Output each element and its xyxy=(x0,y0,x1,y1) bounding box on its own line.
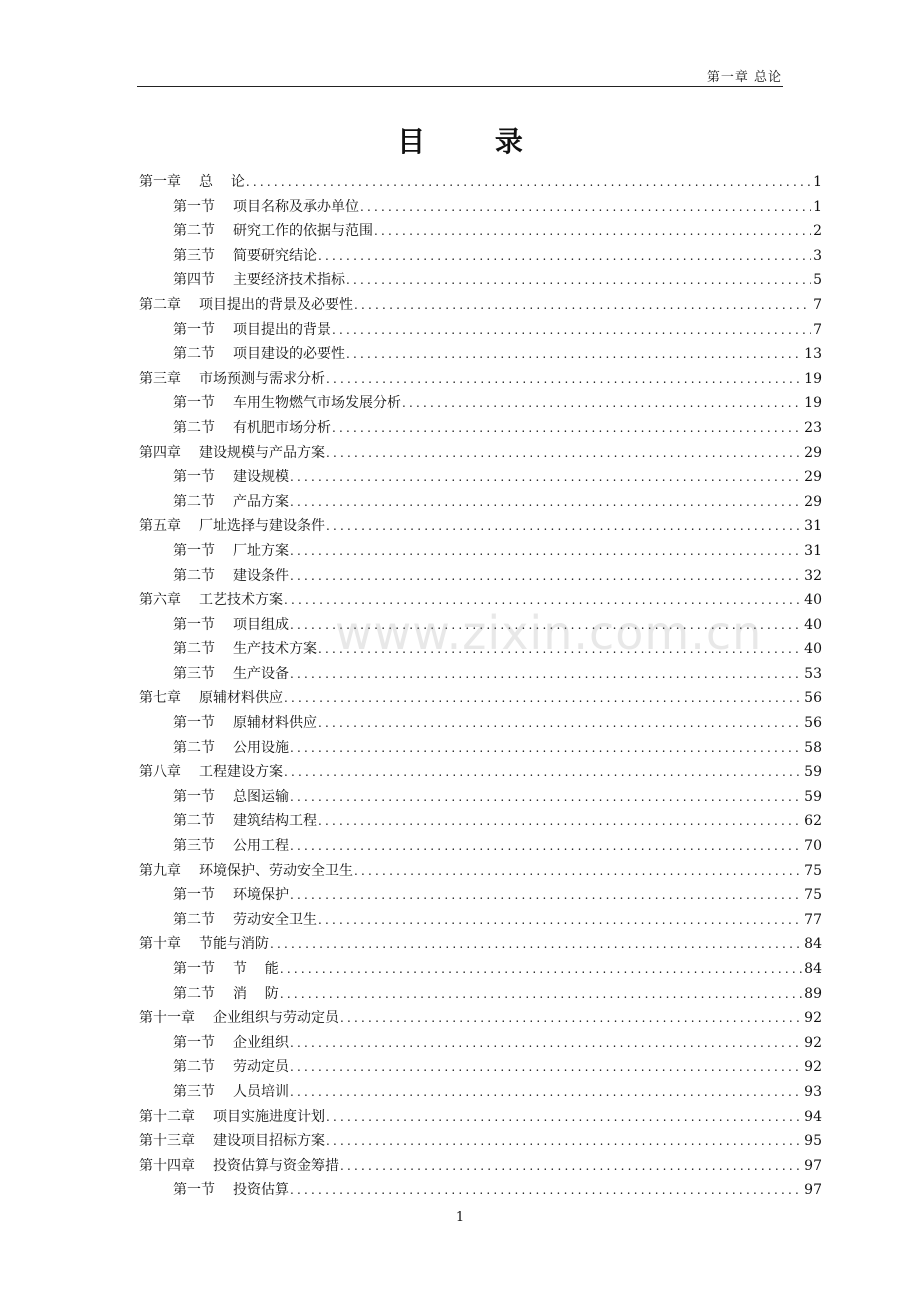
toc-section-row[interactable] xyxy=(139,392,822,417)
toc-dot-leader xyxy=(290,741,802,755)
toc-entry-title: 环境保护、劳动安全卫生 xyxy=(199,862,353,879)
toc-dot-leader xyxy=(280,987,802,1001)
toc-page-number: 32 xyxy=(804,567,822,584)
toc-entry-title: 项目建设的必要性 xyxy=(233,346,345,363)
toc-dot-leader xyxy=(402,396,802,410)
toc-entry-number: 第三节 xyxy=(173,665,215,682)
toc-entry-title: 总 论 xyxy=(199,174,245,190)
toc-section-row[interactable] xyxy=(139,565,822,590)
toc-dot-leader xyxy=(326,372,802,386)
toc-entry-title: 原辅材料供应 xyxy=(233,715,317,732)
toc-entry-title: 工程建设方案 xyxy=(199,764,283,781)
toc-dot-leader xyxy=(290,544,802,558)
toc-entry-title: 环境保护 xyxy=(233,887,289,904)
toc-section-row[interactable] xyxy=(139,417,822,442)
toc-dot-leader xyxy=(318,814,802,828)
toc-entry-number: 第二节 xyxy=(173,1059,215,1076)
toc-dot-leader xyxy=(332,421,802,435)
toc-page-number: 94 xyxy=(804,1108,822,1125)
toc-entry-title: 建设项目招标方案 xyxy=(213,1133,325,1150)
toc-chapter-row[interactable] xyxy=(139,171,822,196)
toc-dot-leader xyxy=(290,569,802,583)
toc-page-number: 89 xyxy=(804,985,822,1002)
toc-chapter-row[interactable] xyxy=(139,294,822,319)
toc-page-number: 29 xyxy=(804,493,822,510)
toc-dot-leader xyxy=(246,175,811,189)
toc-chapter-row[interactable] xyxy=(139,442,822,467)
toc-entry-number: 第二节 xyxy=(173,567,215,584)
toc-chapter-row[interactable] xyxy=(139,933,822,958)
toc-section-row[interactable] xyxy=(139,466,822,491)
toc-entry-number: 第一节 xyxy=(173,1182,215,1199)
toc-chapter-row[interactable] xyxy=(139,368,822,393)
toc-entry-number: 第一节 xyxy=(173,469,215,486)
toc-page-number: 75 xyxy=(804,862,822,879)
toc-entry-title: 劳动安全卫生 xyxy=(233,911,317,928)
toc-dot-leader xyxy=(354,864,802,878)
toc-entry-number: 第二节 xyxy=(173,813,215,830)
toc-page-number: 77 xyxy=(804,911,822,928)
toc-page-number: 29 xyxy=(804,444,822,461)
watermark: www.zixin.com.cn xyxy=(335,606,763,660)
toc-entry-title: 投资估算 xyxy=(233,1182,289,1199)
toc-chapter-row[interactable] xyxy=(139,1155,822,1180)
toc-entry-number: 第二节 xyxy=(173,911,215,928)
toc-dot-leader xyxy=(290,495,802,509)
toc-chapter-row[interactable] xyxy=(139,860,822,885)
toc-dot-leader xyxy=(284,765,802,779)
toc-entry-title: 企业组织 xyxy=(233,1034,289,1051)
toc-section-row[interactable] xyxy=(139,319,822,344)
toc-page-number: 19 xyxy=(804,370,822,387)
toc-entry-number: 第十章 xyxy=(139,936,181,953)
toc-dot-leader xyxy=(290,790,802,804)
toc-section-row[interactable] xyxy=(139,712,822,737)
toc-entry-number: 第一节 xyxy=(173,715,215,732)
toc-page-number: 3 xyxy=(813,247,822,264)
toc-dot-leader xyxy=(360,200,811,214)
toc-dot-leader xyxy=(270,937,802,951)
toc-section-row[interactable] xyxy=(139,1032,822,1057)
toc-entry-title: 生产设备 xyxy=(233,665,289,682)
toc-page-number: 13 xyxy=(804,346,822,363)
toc-dot-leader xyxy=(326,1110,802,1124)
toc-section-row[interactable] xyxy=(139,491,822,516)
toc-dot-leader xyxy=(284,593,802,607)
toc-page-number: 56 xyxy=(804,715,822,732)
toc-section-row[interactable] xyxy=(139,909,822,934)
toc-dot-leader xyxy=(346,273,811,287)
toc-section-row[interactable] xyxy=(139,884,822,909)
toc-dot-leader xyxy=(340,1159,802,1173)
toc-page-number: 84 xyxy=(804,936,822,953)
toc-dot-leader xyxy=(290,888,802,902)
toc-entry-number: 第二节 xyxy=(173,346,215,363)
toc-page-number: 31 xyxy=(804,518,822,535)
toc-chapter-row[interactable] xyxy=(139,515,822,540)
toc-entry-number: 第一节 xyxy=(173,1034,215,1051)
toc-entry-number: 第十二章 xyxy=(139,1108,195,1125)
toc-entry-number: 第二节 xyxy=(173,223,215,240)
toc-entry-title: 建设规模 xyxy=(233,469,289,486)
toc-page-number: 70 xyxy=(804,838,822,855)
toc-page-number: 31 xyxy=(804,542,822,559)
toc-dot-leader xyxy=(290,1060,802,1074)
toc-entry-number: 第一节 xyxy=(173,961,215,977)
toc-dot-leader xyxy=(318,716,802,730)
toc-dot-leader xyxy=(340,1011,802,1025)
toc-entry-number: 第一节 xyxy=(173,542,215,559)
toc-entry-number: 第七章 xyxy=(139,690,181,707)
toc-section-row[interactable] xyxy=(139,1056,822,1081)
toc-chapter-row[interactable] xyxy=(139,1007,822,1032)
toc-page-number: 97 xyxy=(804,1157,822,1174)
toc-page-number: 59 xyxy=(804,764,822,781)
toc-entry-number: 第一章 xyxy=(139,174,181,190)
header-rule xyxy=(137,86,783,87)
toc-entry-title: 原辅材料供应 xyxy=(199,690,283,707)
toc-entry-title: 项目组成 xyxy=(233,616,289,633)
toc-section-row[interactable] xyxy=(139,1179,822,1204)
toc-entry-number: 第一节 xyxy=(173,321,215,338)
toc-entry-number: 第一节 xyxy=(173,788,215,805)
toc-dot-leader xyxy=(290,839,802,853)
toc-entry-number: 第四章 xyxy=(139,444,181,461)
toc-entry-title: 节 能 xyxy=(233,961,279,977)
toc-page-number: 97 xyxy=(804,1182,822,1199)
toc-section-row[interactable] xyxy=(139,737,822,762)
toc-entry-number: 第十四章 xyxy=(139,1157,195,1174)
toc-page-number: 40 xyxy=(804,641,822,658)
toc-page-number: 7 xyxy=(813,296,822,313)
toc-entry-title: 劳动定员 xyxy=(233,1059,289,1076)
toc-dot-leader xyxy=(326,519,802,533)
toc-dot-leader xyxy=(284,691,802,705)
toc-dot-leader xyxy=(280,962,802,976)
toc-entry-title: 有机肥市场分析 xyxy=(233,419,331,436)
toc-section-row[interactable] xyxy=(139,663,822,688)
toc-section-row[interactable] xyxy=(139,269,822,294)
toc-page-number: 56 xyxy=(804,690,822,707)
toc-dot-leader xyxy=(290,470,802,484)
toc-section-row[interactable] xyxy=(139,343,822,368)
toc-entry-number: 第一节 xyxy=(173,198,215,215)
toc-entry-number: 第四节 xyxy=(173,272,215,289)
toc-page-number: 58 xyxy=(804,739,822,756)
toc-entry-number: 第二节 xyxy=(173,419,215,436)
toc-entry-number: 第三节 xyxy=(173,247,215,264)
toc-entry-title: 厂址方案 xyxy=(233,542,289,559)
toc-entry-title: 总图运输 xyxy=(233,788,289,805)
toc-section-row[interactable] xyxy=(139,220,822,245)
toc-section-row[interactable] xyxy=(139,1081,822,1106)
toc-entry-number: 第六章 xyxy=(139,592,181,609)
toc-entry-title: 建筑结构工程 xyxy=(233,813,317,830)
toc-dot-leader xyxy=(374,224,811,238)
toc-entry-title: 主要经济技术指标 xyxy=(233,272,345,289)
toc-section-row[interactable] xyxy=(139,810,822,835)
toc-entry-title: 项目实施进度计划 xyxy=(213,1108,325,1125)
toc-entry-title: 厂址选择与建设条件 xyxy=(199,518,325,535)
toc-entry-title: 产品方案 xyxy=(233,493,289,510)
toc-entry-number: 第一节 xyxy=(173,887,215,904)
toc-entry-title: 项目名称及承办单位 xyxy=(233,198,359,215)
toc-page-number: 53 xyxy=(804,665,822,682)
toc-entry-number: 第二节 xyxy=(173,493,215,510)
toc-entry-number: 第三章 xyxy=(139,370,181,387)
toc-entry-title: 工艺技术方案 xyxy=(199,592,283,609)
toc-page-number: 23 xyxy=(804,419,822,436)
toc-section-row[interactable] xyxy=(139,196,822,221)
toc-entry-number: 第八章 xyxy=(139,764,181,781)
toc-section-row[interactable] xyxy=(139,983,822,1008)
toc-page-number: 59 xyxy=(804,788,822,805)
toc-entry-number: 第五章 xyxy=(139,518,181,535)
toc-section-row[interactable] xyxy=(139,245,822,270)
toc-entry-title: 企业组织与劳动定员 xyxy=(213,1010,339,1027)
toc-page-number: 92 xyxy=(804,1034,822,1051)
toc-entry-title: 投资估算与资金筹措 xyxy=(213,1157,339,1174)
toc-entry-title: 项目提出的背景 xyxy=(233,321,331,338)
toc-page-number: 93 xyxy=(804,1083,822,1100)
toc-entry-title: 市场预测与需求分析 xyxy=(199,370,325,387)
toc-page-number: 19 xyxy=(804,395,822,412)
toc-page-number: 2 xyxy=(813,223,822,240)
toc-entry-title: 节能与消防 xyxy=(199,936,269,953)
toc-entry-title: 项目提出的背景及必要性 xyxy=(199,296,353,313)
toc-entry-number: 第三节 xyxy=(173,838,215,855)
toc-chapter-row[interactable] xyxy=(139,1130,822,1155)
toc-entry-number: 第九章 xyxy=(139,862,181,879)
toc-entry-number: 第一节 xyxy=(173,616,215,633)
toc-dot-leader xyxy=(346,347,802,361)
toc-dot-leader xyxy=(290,1036,802,1050)
toc-entry-number: 第十三章 xyxy=(139,1133,195,1150)
table-of-contents xyxy=(139,171,822,1204)
toc-section-row[interactable] xyxy=(139,540,822,565)
toc-dot-leader xyxy=(290,1085,802,1099)
page-number: 1 xyxy=(455,1210,465,1225)
toc-dot-leader xyxy=(318,249,811,263)
toc-page-number: 40 xyxy=(804,592,822,609)
toc-entry-number: 第二节 xyxy=(173,985,215,1002)
toc-dot-leader xyxy=(354,298,811,312)
toc-dot-leader xyxy=(290,1183,802,1197)
toc-entry-title: 生产技术方案 xyxy=(233,641,317,658)
toc-section-row[interactable] xyxy=(139,958,822,983)
toc-page-number: 75 xyxy=(804,887,822,904)
toc-entry-number: 第三节 xyxy=(173,1083,215,1100)
toc-dot-leader xyxy=(326,446,802,460)
toc-section-row[interactable] xyxy=(139,786,822,811)
toc-chapter-row[interactable] xyxy=(139,761,822,786)
toc-dot-leader xyxy=(290,667,802,681)
toc-page-number: 1 xyxy=(813,198,822,215)
toc-page-number: 62 xyxy=(804,813,822,830)
toc-dot-leader xyxy=(332,323,811,337)
toc-entry-number: 第一节 xyxy=(173,395,215,412)
toc-entry-title: 公用工程 xyxy=(233,838,289,855)
toc-entry-number: 第二章 xyxy=(139,296,181,313)
toc-page-number: 29 xyxy=(804,469,822,486)
running-header: 第一章 总论 xyxy=(706,70,782,85)
toc-page-number: 1 xyxy=(813,174,822,190)
toc-entry-number: 第二节 xyxy=(173,739,215,756)
toc-entry-title: 消 防 xyxy=(233,985,279,1002)
toc-entry-number: 第十一章 xyxy=(139,1010,195,1027)
toc-entry-title: 车用生物燃气市场发展分析 xyxy=(233,395,401,412)
toc-page-number: 84 xyxy=(804,961,822,977)
toc-entry-title: 建设规模与产品方案 xyxy=(199,444,325,461)
toc-entry-title: 简要研究结论 xyxy=(233,247,317,264)
toc-dot-leader xyxy=(318,913,802,927)
toc-page-number: 7 xyxy=(813,321,822,338)
toc-entry-title: 人员培训 xyxy=(233,1083,289,1100)
page-title: 目 录 xyxy=(397,125,553,158)
toc-entry-title: 公用设施 xyxy=(233,739,289,756)
toc-dot-leader xyxy=(326,1134,802,1148)
toc-entry-title: 建设条件 xyxy=(233,567,289,584)
toc-page-number: 92 xyxy=(804,1010,822,1027)
toc-page-number: 95 xyxy=(804,1133,822,1150)
toc-page-number: 5 xyxy=(813,272,822,289)
toc-page-number: 40 xyxy=(804,616,822,633)
toc-entry-number: 第二节 xyxy=(173,641,215,658)
toc-chapter-row[interactable] xyxy=(139,687,822,712)
toc-entry-title: 研究工作的依据与范围 xyxy=(233,223,373,240)
toc-page-number: 92 xyxy=(804,1059,822,1076)
toc-section-row[interactable] xyxy=(139,835,822,860)
toc-chapter-row[interactable] xyxy=(139,1106,822,1131)
